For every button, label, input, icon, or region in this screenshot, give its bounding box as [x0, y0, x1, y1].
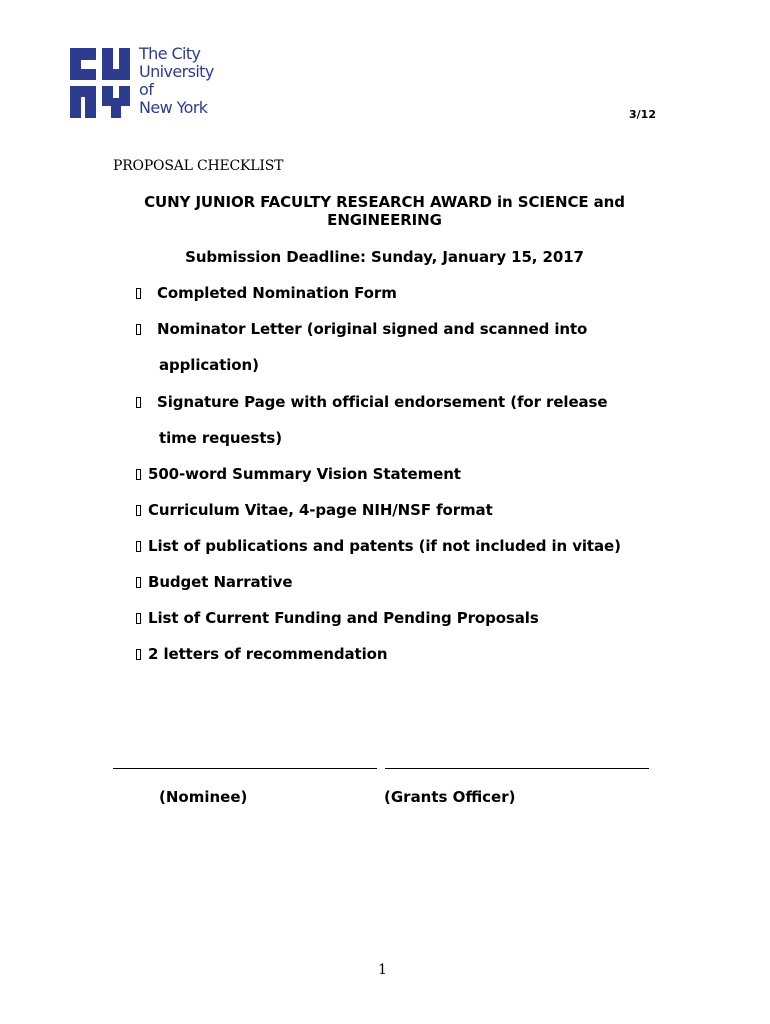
submission-deadline: Submission Deadline: Sunday, January 15, 2017 — [185, 248, 584, 266]
checklist-item-continuation: time requests) — [159, 429, 282, 447]
logo-text-line: The City — [139, 44, 201, 63]
logo-text-line: University — [139, 62, 214, 81]
grants-officer-signature-line — [385, 768, 649, 769]
nominee-label: (Nominee) — [159, 788, 248, 806]
cuny-logo-mark — [68, 44, 134, 120]
logo-letter-y — [102, 86, 130, 118]
cuny-logo — [68, 44, 218, 120]
nominee-signature-line — [113, 768, 377, 769]
checklist-item-label: List of publications and patents (if not included in vitae) — [148, 537, 621, 555]
logo-text — [139, 45, 214, 117]
checklist-item[interactable] — [136, 537, 621, 555]
checklist-item-label: Curriculum Vitae, 4-page NIH/NSF format — [148, 501, 493, 519]
checklist-title: PROPOSAL CHECKLIST — [113, 158, 284, 174]
checklist-item[interactable] — [136, 393, 607, 411]
checklist-item-label: 500-word Summary Vision Statement — [148, 465, 461, 483]
logo-text-line: New York — [139, 98, 208, 117]
checklist-item[interactable] — [136, 573, 292, 591]
checklist-item[interactable] — [136, 284, 397, 302]
logo-letter-n — [70, 86, 96, 118]
logo-text-line: of — [139, 80, 154, 99]
checklist-item[interactable] — [136, 320, 587, 338]
checkbox-icon[interactable] — [136, 577, 141, 588]
footer-page-number: 1 — [378, 962, 387, 978]
checklist-item-label: 2 letters of recommendation — [148, 645, 388, 663]
checkbox-icon[interactable] — [136, 613, 141, 624]
checklist-item-label: List of Current Funding and Pending Proposals — [148, 609, 539, 627]
checkbox-icon[interactable] — [136, 324, 141, 335]
checklist-item[interactable] — [136, 501, 493, 519]
page-indicator: 3/12 — [629, 108, 656, 121]
checklist-item-label: Completed Nomination Form — [157, 284, 397, 302]
logo-letter-u — [102, 48, 130, 80]
checkbox-icon[interactable] — [136, 505, 141, 516]
checklist-item[interactable] — [136, 609, 539, 627]
checklist-item[interactable] — [136, 465, 461, 483]
checklist-item-continuation: application) — [159, 356, 259, 374]
checklist-item[interactable] — [136, 645, 387, 663]
checkbox-icon[interactable] — [136, 469, 141, 480]
logo-letter-c — [70, 48, 96, 80]
checkbox-icon[interactable] — [136, 288, 141, 299]
checklist-item-label: Nominator Letter (original signed and scanned into — [157, 320, 588, 338]
checkbox-icon[interactable] — [136, 397, 141, 408]
grants-officer-label: (Grants Officer) — [384, 788, 516, 806]
checkbox-icon[interactable] — [136, 649, 141, 660]
checklist-item-label: Budget Narrative — [148, 573, 293, 591]
award-title: CUNY JUNIOR FACULTY RESEARCH AWARD in SCIENCE and ENGINEERING — [144, 193, 625, 229]
checkbox-icon[interactable] — [136, 541, 141, 552]
checklist-item-label: Signature Page with official endorsement (for release — [157, 393, 608, 411]
